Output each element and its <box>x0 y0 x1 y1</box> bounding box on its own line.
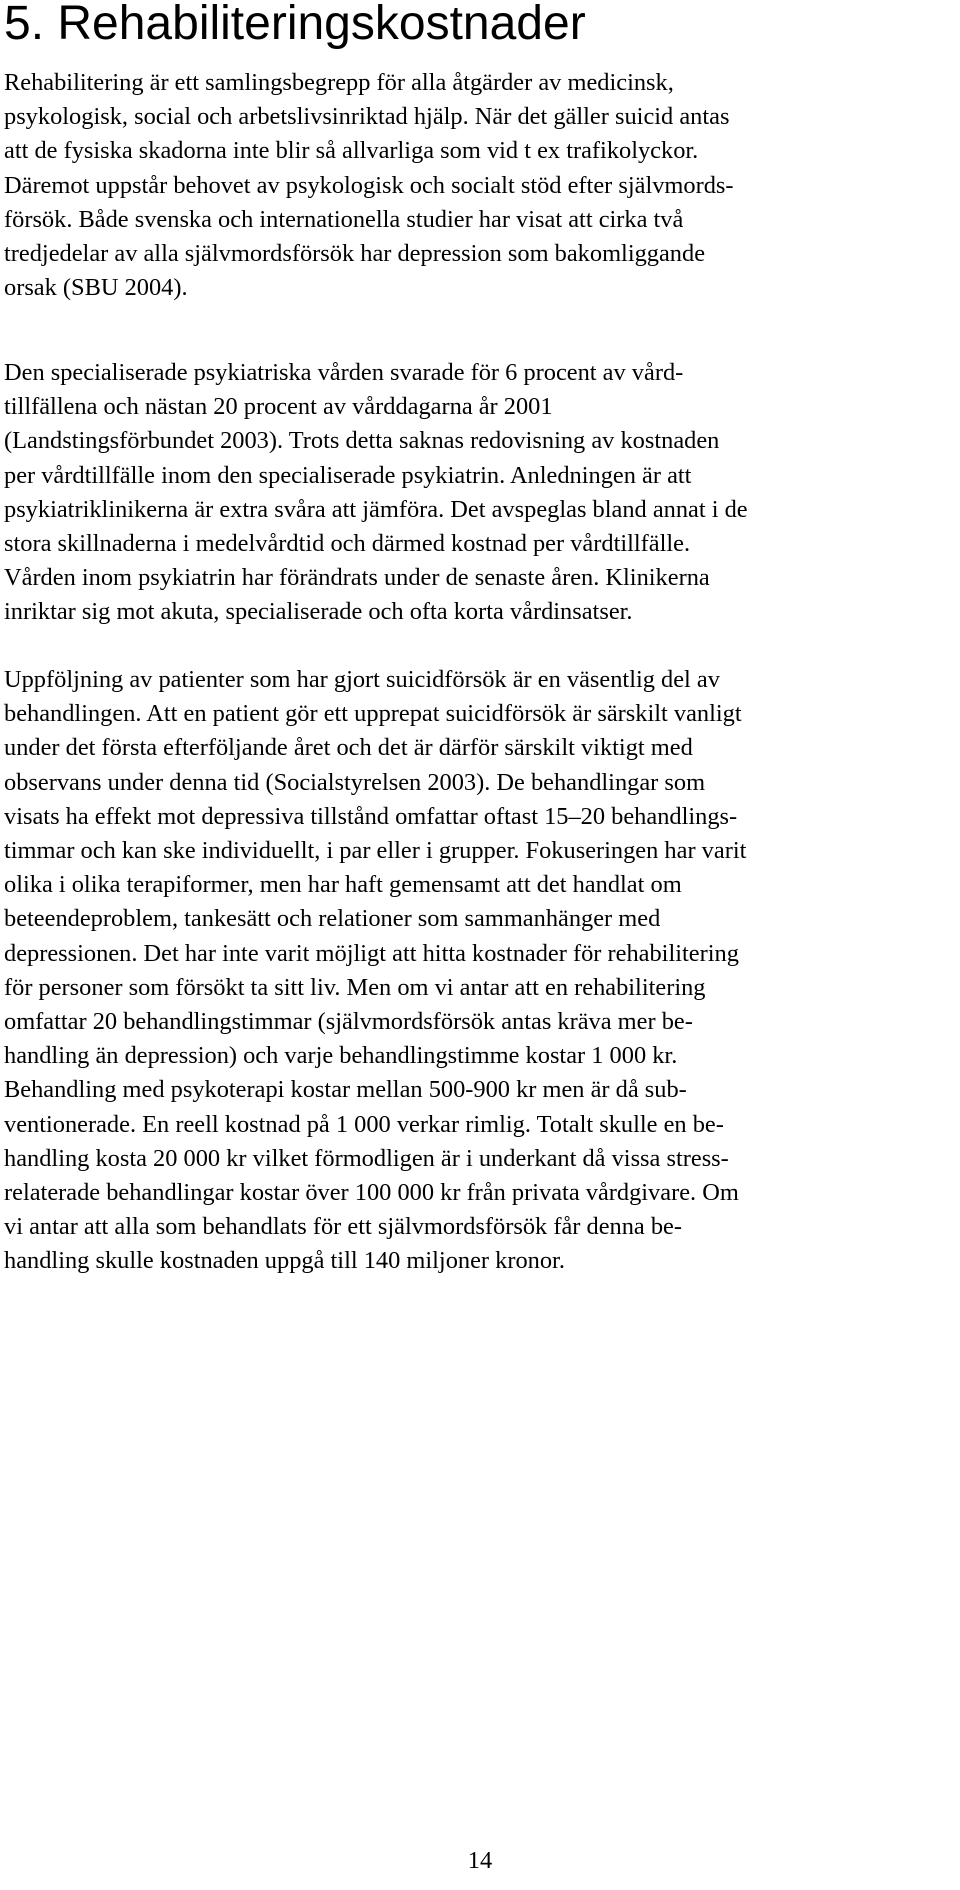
text-line: depressionen. Det har inte varit möjligt att hitta kostnader för rehabilitering <box>4 939 739 967</box>
paragraph-follow-up-treatment <box>4 663 954 1279</box>
text-line: tredjedelar av alla självmordsförsök har depression som bakomliggande <box>4 240 706 268</box>
text-line: handling skulle kostnaden uppgå till 140 miljoner kronor. <box>4 1247 565 1275</box>
paragraph-psychiatric-care <box>4 356 954 630</box>
text-line: timmar och kan ske individuellt, i par eller i grupper. Fokuseringen har varit <box>4 837 747 865</box>
text-line: per vårdtillfälle inom den specialiserade psykiatrin. Anledningen är att <box>4 461 692 489</box>
section-heading: 5. Rehabiliteringskostnader <box>4 0 586 50</box>
text-line: (Landstingsförbundet 2003). Trots detta saknas redovisning av kostnaden <box>4 427 720 455</box>
text-line: behandlingen. Att en patient gör ett upprepat suicidförsök är särskilt vanligt <box>4 700 742 728</box>
text-line: Däremot uppstår behovet av psykologisk och socialt stöd efter självmords- <box>4 171 734 199</box>
text-line: försök. Både svenska och internationella studier har visat att cirka två <box>4 205 684 233</box>
paragraph-rehabilitation-definition <box>4 66 954 305</box>
text-line: stora skillnaderna i medelvårdtid och därmed kostnad per vårdtillfälle. <box>4 530 691 558</box>
text-line: orsak (SBU 2004). <box>4 274 188 302</box>
page-number: 14 <box>467 1847 493 1874</box>
text-line: Vården inom psykiatrin har förändrats under de senaste åren. Klinikerna <box>4 564 710 592</box>
text-line: Behandling med psykoterapi kostar mellan 500-900 kr men är då sub- <box>4 1076 687 1104</box>
text-line: att de fysiska skadorna inte blir så allvarliga som vid t ex trafikolyckor. <box>4 137 699 165</box>
text-line: Den specialiserade psykiatriska vården svarade för 6 procent av vård- <box>4 359 684 386</box>
text-line: handling än depression) och varje behandlingstimme kostar 1 000 kr. <box>4 1042 678 1070</box>
text-line: relaterade behandlingar kostar över 100 000 kr från privata vårdgivare. Om <box>4 1179 739 1207</box>
text-line: ventionerade. En reell kostnad på 1 000 verkar rimlig. Totalt skulle en be- <box>4 1110 724 1138</box>
text-line: Rehabilitering är ett samlingsbegrepp för alla åtgärder av medicinsk, <box>4 69 674 96</box>
text-line: psykiatriklinikerna är extra svåra att jämföra. Det avspeglas bland annat i de <box>4 495 748 523</box>
text-line: inriktar sig mot akuta, specialiserade och ofta korta vårdinsatser. <box>4 598 633 626</box>
text-line: under det första efterföljande året och det är därför särskilt viktigt med <box>4 734 693 762</box>
text-line: för personer som försökt ta sitt liv. Men om vi antar att en rehabilitering <box>4 973 706 1001</box>
text-line: Uppföljning av patienter som har gjort suicidförsök är en väsentlig del av <box>4 666 720 693</box>
text-line: psykologisk, social och arbetslivsinriktad hjälp. När det gäller suicid antas <box>4 103 730 131</box>
text-line: visats ha effekt mot depressiva tillstånd omfattar oftast 15–20 behandlings- <box>4 802 738 830</box>
text-line: beteendeproblem, tankesätt och relationer som sammanhänger med <box>4 905 661 933</box>
text-line: omfattar 20 behandlingstimmar (självmordsförsök antas kräva mer be- <box>4 1008 693 1036</box>
text-line: observans under denna tid (Socialstyrelsen 2003). De behandlingar som <box>4 768 706 796</box>
text-line: olika i olika terapiformer, men har haft gemensamt att det handlat om <box>4 871 682 899</box>
text-line: vi antar att alla som behandlats för ett självmordsförsök får denna be- <box>4 1213 682 1241</box>
text-line: tillfällena och nästan 20 procent av vårddagarna år 2001 <box>4 393 553 421</box>
text-line: handling kosta 20 000 kr vilket förmodligen är i underkant då vissa stress- <box>4 1144 729 1172</box>
